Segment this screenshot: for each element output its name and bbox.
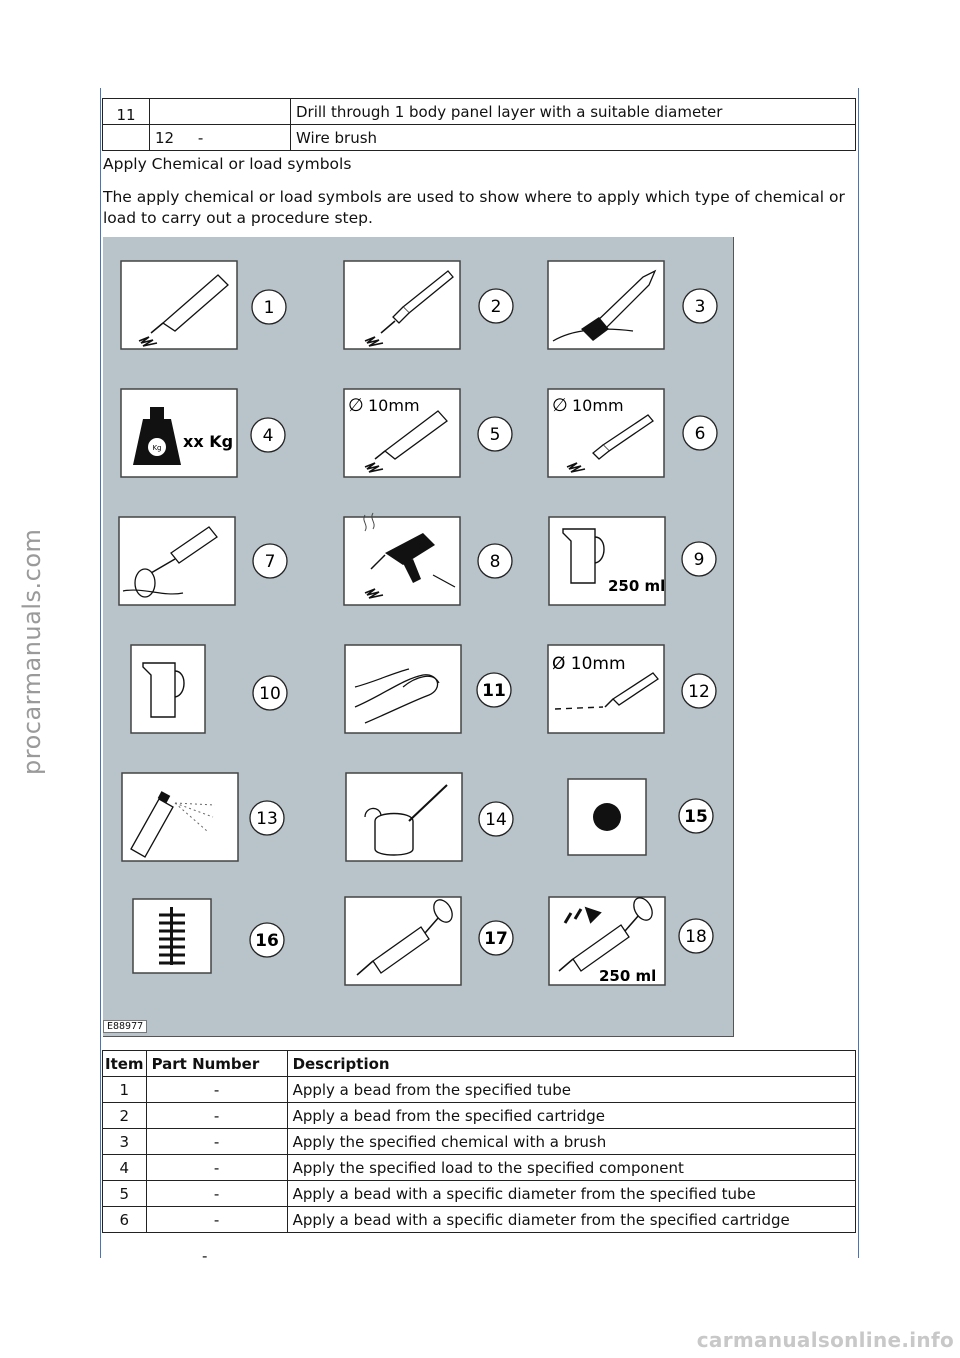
symbol-roller-icon [119, 517, 235, 605]
number-label: 6 [694, 424, 706, 444]
top-table [102, 98, 856, 151]
table-row [103, 1129, 856, 1155]
number-label: 18 [685, 927, 707, 947]
number-circle-7 [253, 544, 287, 578]
item-cell: 11 [103, 99, 150, 125]
weight-label: xx Kg [183, 432, 234, 451]
number-label: 17 [484, 929, 508, 949]
number-circle-14 [479, 802, 513, 836]
number-circle-15 [679, 799, 713, 833]
number-circle-8 [478, 544, 512, 578]
table-row [103, 1181, 856, 1207]
item-cell [103, 125, 150, 151]
symbol-syringe-icon [345, 897, 461, 985]
number-label: 8 [489, 552, 501, 572]
table-row [103, 1077, 856, 1103]
desc-cell: Drill through 1 body panel layer with a suitable diameter [291, 99, 856, 125]
number-label: 7 [264, 552, 276, 572]
number-circle-9 [682, 542, 716, 576]
part-cell [150, 99, 291, 125]
diameter-label: 10mm [572, 396, 624, 415]
desc-cell: Apply a bead with a specific diameter from the specified cartridge [287, 1207, 855, 1233]
item-cell: 1 [103, 1077, 147, 1103]
number-label: 2 [490, 297, 502, 317]
diameter-alt-label: Ø 10mm [552, 654, 626, 674]
diameter-prefix: ∅ [552, 395, 568, 416]
number-circle-1 [252, 290, 286, 324]
symbol-glue-gun-icon [344, 513, 460, 605]
number-label: 16 [255, 931, 279, 951]
number-label: 15 [684, 807, 708, 827]
table-row [103, 1207, 856, 1233]
number-circle-6 [683, 416, 717, 450]
table-row [103, 125, 856, 151]
desc-cell: Wire brush [291, 125, 856, 151]
part-cell: - [146, 1103, 287, 1129]
desc-cell: Apply a bead with a specific diameter from the specified tube [287, 1181, 855, 1207]
kg-label: Kg [152, 444, 162, 452]
symbol-spray-icon [122, 773, 238, 861]
symbol-weight-icon [121, 389, 237, 477]
symbol-jug-icon [131, 645, 205, 733]
part-cell: - [146, 1129, 287, 1155]
number-circle-5 [478, 417, 512, 451]
symbol-tube-diameter-icon [344, 389, 460, 477]
number-label: 9 [693, 550, 705, 570]
part-cell: - [146, 1155, 287, 1181]
number-circle-2 [479, 289, 513, 323]
item-cell: 6 [103, 1207, 147, 1233]
table-header-row [103, 1051, 856, 1077]
volume-label: 250 ml [608, 577, 666, 595]
page-border-right [858, 88, 859, 1258]
symbol-dot-icon [568, 779, 646, 855]
volume-label: 250 ml [599, 967, 657, 985]
symbol-brush-icon [548, 261, 664, 349]
symbol-tube-icon [121, 261, 237, 349]
page-border-left [100, 88, 101, 1258]
part-cell: - [146, 1077, 287, 1103]
intro-paragraph: The apply chemical or load symbols are used to show where to apply which type of chemical or load to carry out a procedure step. [103, 188, 845, 227]
number-label: 14 [485, 810, 507, 830]
number-label: 10 [259, 684, 281, 704]
table-row [103, 1103, 856, 1129]
desc-cell: Apply the specified load to the specified component [287, 1155, 855, 1181]
symbol-cartridge-diameter-icon [548, 389, 664, 477]
part-cell: - [146, 1207, 287, 1233]
number-circle-4 [251, 418, 285, 452]
number-label: 4 [262, 426, 274, 446]
number-circle-18 [679, 919, 713, 953]
number-circle-12 [682, 674, 716, 708]
number-circle-16 [250, 923, 284, 957]
trailing-dash: - [202, 1247, 208, 1265]
number-circle-3 [683, 289, 717, 323]
item-cell: 3 [103, 1129, 147, 1155]
items-table [102, 1050, 856, 1233]
number-label: 1 [263, 298, 275, 318]
table-row [103, 1155, 856, 1181]
header-item: Item [103, 1051, 147, 1077]
number-label: 13 [256, 809, 278, 829]
number-circle-11 [477, 673, 511, 707]
symbols-figure [103, 237, 734, 1037]
item-cell: 2 [103, 1103, 147, 1129]
number-label: 12 [688, 682, 710, 702]
symbol-oil-can-icon [346, 773, 462, 861]
part-cell: 12 - [150, 125, 291, 151]
diameter-prefix: ∅ [348, 395, 364, 416]
desc-cell: Apply the specified chemical with a brush [287, 1129, 855, 1155]
symbol-cartridge-dashed-icon [548, 645, 664, 733]
item-cell: 4 [103, 1155, 147, 1181]
table-row [103, 99, 856, 125]
number-circle-17 [479, 921, 513, 955]
symbol-jug-volume-icon [549, 517, 665, 605]
number-circle-10 [253, 676, 287, 710]
header-description: Description [287, 1051, 855, 1077]
number-label: 11 [482, 681, 506, 701]
symbol-syringe-volume-icon [549, 895, 665, 985]
symbols-figure-svg [103, 237, 733, 1036]
figure-id: E88977 [103, 1020, 147, 1033]
number-label: 5 [489, 425, 501, 445]
item-cell: 5 [103, 1181, 147, 1207]
symbol-hands-icon [345, 645, 461, 733]
symbol-cartridge-icon [344, 261, 460, 349]
header-part-number: Part Number [146, 1051, 287, 1077]
part-cell: - [146, 1181, 287, 1207]
side-watermark: procarmanuals.com [18, 528, 46, 775]
desc-cell: Apply a bead from the specified tube [287, 1077, 855, 1103]
number-circle-13 [250, 801, 284, 835]
diameter-label: 10mm [368, 396, 420, 415]
section-title: Apply Chemical or load symbols [103, 155, 352, 173]
bottom-watermark: carmanualsonline.info [696, 1328, 954, 1352]
symbol-wire-brush-icon [133, 899, 211, 973]
number-label: 3 [694, 297, 706, 317]
desc-cell: Apply a bead from the specified cartridge [287, 1103, 855, 1129]
